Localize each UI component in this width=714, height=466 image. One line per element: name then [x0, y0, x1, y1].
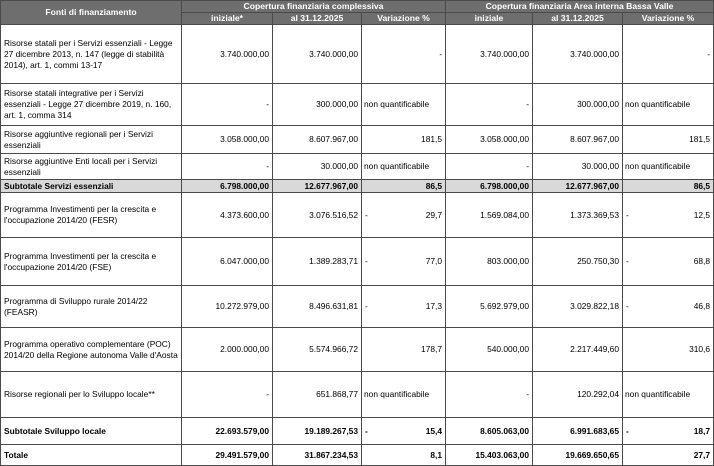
cell-al-b: 3.029.822,18 [533, 286, 623, 328]
cell-var-b-value: 46,8 [693, 301, 711, 311]
cell-al-a: 19.189.267,53 [273, 418, 362, 445]
cell-var-b: 86,5 [623, 180, 714, 193]
cell-al-a: 3.740.000,00 [273, 25, 362, 84]
cell-var-b: non quantificabile [623, 154, 714, 180]
cell-iniziale-a: 22.693.579,00 [182, 418, 273, 445]
cell-al-a: 1.389.283,71 [273, 238, 362, 286]
cell-al-a: 300.000,00 [273, 84, 362, 126]
cell-al-b: 1.373.369,53 [533, 193, 623, 238]
cell-al-a: 8.607.967,00 [273, 126, 362, 154]
cell-var-a: 86,5 [362, 180, 446, 193]
header-group-complessiva: Copertura finanziaria complessiva [182, 1, 446, 13]
cell-al-b: 6.991.683,65 [533, 418, 623, 445]
header-fonti: Fonti di finanziamento [1, 1, 182, 25]
cell-var-b: 310,6 [623, 328, 714, 372]
cell-iniziale-b: 1.569.084,00 [446, 193, 533, 238]
cell-iniziale-b: 3.058.000,00 [446, 126, 533, 154]
minus-sign: - [626, 209, 629, 220]
row-label: Subtotale Servizi essenziali [1, 180, 182, 193]
cell-iniziale-b: 8.605.063,00 [446, 418, 533, 445]
cell-al-a: 30.000,00 [273, 154, 362, 180]
cell-var-a: 178,7 [362, 328, 446, 372]
cell-iniziale-b: - [446, 84, 533, 126]
cell-al-a: 12.677.967,00 [273, 180, 362, 193]
cell-var-a [362, 193, 446, 238]
cell-var-a: non quantificabile [362, 154, 446, 180]
cell-iniziale-b: 803.000,00 [446, 238, 533, 286]
cell-var-a: non quantificabile [362, 372, 446, 418]
cell-iniziale-a: 29.491.579,00 [182, 445, 273, 466]
minus-sign: - [365, 301, 368, 311]
table-row [1, 238, 714, 286]
minus-sign: - [365, 425, 368, 436]
cell-var-b: 181,5 [623, 126, 714, 154]
cell-al-a: 5.574.966,72 [273, 328, 362, 372]
cell-al-b: 3.740.000,00 [533, 25, 623, 84]
header-var-b: Variazione % [623, 13, 714, 25]
table-row [1, 154, 714, 180]
cell-iniziale-a: - [182, 84, 273, 126]
cell-var-a [362, 286, 446, 328]
cell-iniziale-b: - [446, 372, 533, 418]
header-iniziale-a: iniziale* [182, 13, 273, 25]
table-row [1, 372, 714, 418]
row-label: Programma Investimenti per la crescita e l'occupazione 2014/20 (FSE) [1, 238, 182, 286]
table-row [1, 328, 714, 372]
cell-var-a-value: 77,0 [425, 256, 442, 266]
header-al-a: al 31.12.2025 [273, 13, 362, 25]
cell-iniziale-a: 2.000.000,00 [182, 328, 273, 372]
minus-sign: - [626, 256, 629, 266]
cell-iniziale-a: 6.798.000,00 [182, 180, 273, 193]
row-label: Risorse aggiuntive Enti locali per i Servizi essenziali [1, 154, 182, 180]
header-iniziale-b: iniziale [446, 13, 533, 25]
cell-al-b: 250.750,30 [533, 238, 623, 286]
row-label: Risorse regionali per lo Sviluppo locale** [1, 372, 182, 418]
minus-sign: - [626, 425, 629, 436]
cell-iniziale-b: - [446, 154, 533, 180]
row-label: Programma operativo complementare (POC) 2014/20 della Regione autonoma Valle d'Aosta [1, 328, 182, 372]
cell-iniziale-a: 10.272.979,00 [182, 286, 273, 328]
cell-var-b-value: 12,5 [693, 209, 711, 220]
cell-al-a: 8.496.631,81 [273, 286, 362, 328]
cell-var-b [623, 238, 714, 286]
cell-iniziale-a: 4.373.600,00 [182, 193, 273, 238]
cell-iniziale-a: - [182, 154, 273, 180]
cell-iniziale-b: 5.692.979,00 [446, 286, 533, 328]
cell-al-b: 19.669.650,65 [533, 445, 623, 466]
row-label: Totale [1, 445, 182, 466]
header-var-a: Variazione % [362, 13, 446, 25]
table-row [1, 84, 714, 126]
cell-var-a-value: 29,7 [425, 209, 442, 220]
cell-iniziale-a: 3.740.000,00 [182, 25, 273, 84]
row-label: Programma di Sviluppo rurale 2014/22 (FEASR) [1, 286, 182, 328]
table-row [1, 286, 714, 328]
total-row [1, 445, 714, 466]
cell-var-b: 27,7 [623, 445, 714, 466]
cell-iniziale-a: 3.058.000,00 [182, 126, 273, 154]
minus-sign: - [365, 209, 368, 220]
cell-var-a: 8,1 [362, 445, 446, 466]
cell-var-a: - [362, 25, 446, 84]
cell-al-b: 300.000,00 [533, 84, 623, 126]
minus-sign: - [365, 256, 368, 266]
cell-iniziale-a: 6.047.000,00 [182, 238, 273, 286]
cell-al-b: 120.292,04 [533, 372, 623, 418]
cell-var-b-value: 18,7 [693, 425, 711, 436]
cell-var-b [623, 286, 714, 328]
row-label: Risorse statali per i Servizi essenziali - Legge 27 dicembre 2013, n. 147 (legge di stabilità 2014), art. 1, commi 13-17 [1, 25, 182, 84]
cell-var-a: non quantificabile [362, 84, 446, 126]
cell-al-a: 3.076.516,52 [273, 193, 362, 238]
minus-sign: - [626, 301, 629, 311]
cell-iniziale-a: - [182, 372, 273, 418]
cell-al-b: 8.607.967,00 [533, 126, 623, 154]
cell-var-a [362, 238, 446, 286]
cell-iniziale-b: 6.798.000,00 [446, 180, 533, 193]
header-al-b: al 31.12.2025 [533, 13, 623, 25]
cell-var-b-value: 68,8 [693, 256, 711, 266]
cell-var-b: non quantificabile [623, 84, 714, 126]
cell-var-a-value: 15,4 [425, 425, 442, 436]
cell-al-a: 651.868,77 [273, 372, 362, 418]
cell-var-b [623, 193, 714, 238]
cell-al-b: 2.217.449,60 [533, 328, 623, 372]
cell-var-b: - [623, 25, 714, 84]
table-row [1, 25, 714, 84]
row-label: Programma Investimenti per la crescita e l'occupazione 2014/20 (FESR) [1, 193, 182, 238]
cell-var-a: 181,5 [362, 126, 446, 154]
cell-var-b [623, 418, 714, 445]
cell-al-b: 30.000,00 [533, 154, 623, 180]
cell-var-b: non quantificabile [623, 372, 714, 418]
cell-iniziale-b: 3.740.000,00 [446, 25, 533, 84]
cell-iniziale-b: 540.000,00 [446, 328, 533, 372]
row-label: Risorse statali integrative per i Servizi essenziali - Legge 27 dicembre 2019, n. 160, art. 1, comma 314 [1, 84, 182, 126]
table-row [1, 126, 714, 154]
header-group-bassa-valle: Copertura finanziaria Area interna Bassa Valle [446, 1, 714, 13]
cell-al-b: 12.677.967,00 [533, 180, 623, 193]
cell-var-a [362, 418, 446, 445]
cell-var-a-value: 17,3 [425, 301, 442, 311]
row-label: Subtotale Sviluppo locale [1, 418, 182, 445]
subtotal-row [1, 418, 714, 445]
subtotal-row [1, 180, 714, 193]
cell-iniziale-b: 15.403.063,00 [446, 445, 533, 466]
cell-al-a: 31.867.234,53 [273, 445, 362, 466]
table-row [1, 193, 714, 238]
row-label: Risorse aggiuntive regionali per i Servizi essenziali [1, 126, 182, 154]
